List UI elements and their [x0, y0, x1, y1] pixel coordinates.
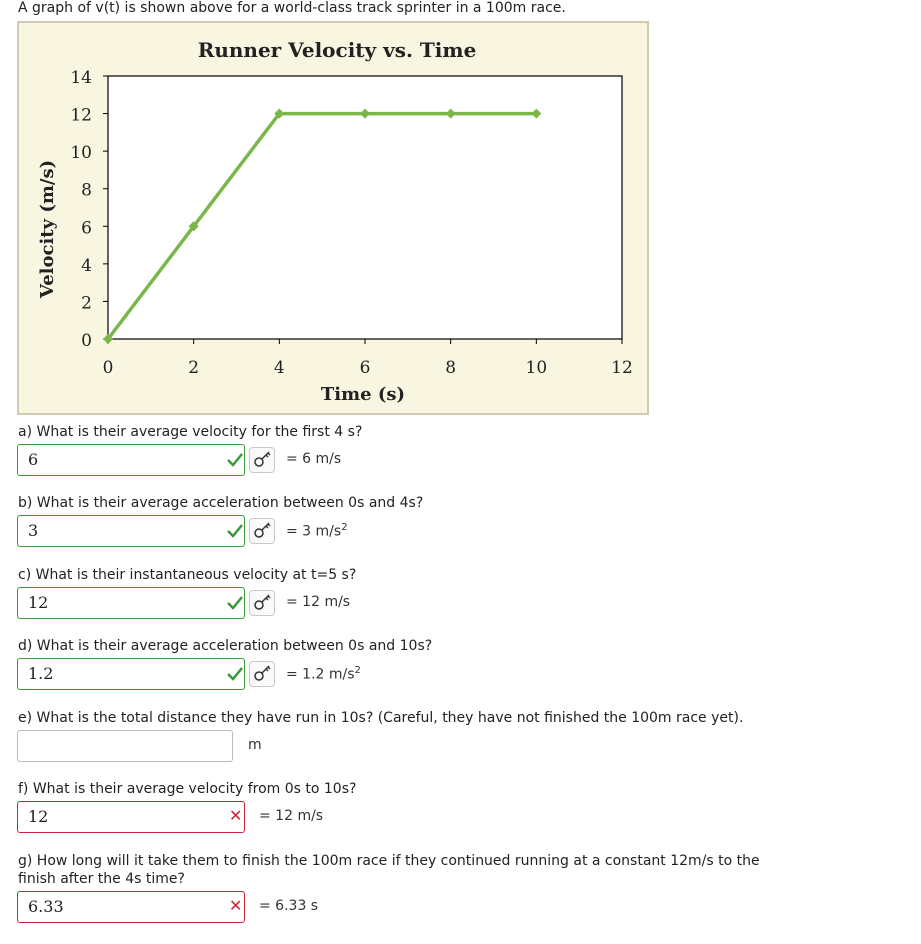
x-tick-label: 6 [359, 358, 371, 378]
y-tick-label: 6 [81, 218, 92, 239]
answer-c-input[interactable]: 12 [17, 587, 245, 619]
x-tick-label: 0 [102, 358, 114, 378]
question-d-prompt: d) What is their average acceleration between 0s and 10s? [18, 638, 433, 654]
answer-d-input[interactable]: 1.2 [17, 658, 245, 690]
answer-g-text: = 6.33 s [259, 898, 319, 914]
x-tick-label: 12 [611, 358, 633, 378]
answer-f-input[interactable]: 12 [17, 801, 245, 833]
chart-x-axis-label: Time (s) [320, 384, 406, 405]
key-icon [250, 662, 274, 686]
key-button-d[interactable] [249, 661, 275, 687]
y-tick-label: 4 [81, 255, 92, 276]
x-tick-label: 10 [525, 358, 548, 378]
y-tick-label: 8 [81, 180, 92, 201]
y-tick-label: 2 [81, 293, 92, 314]
intro-text: A graph of v(t) is shown above for a world-class track sprinter in a 100m race. [18, 0, 566, 16]
answer-e-input[interactable] [17, 730, 233, 762]
question-a-prompt: a) What is their average velocity for the first 4 s? [18, 424, 363, 440]
chart-title: Runner Velocity vs. Time [197, 38, 477, 62]
check-icon [226, 451, 244, 469]
answer-a-text: = 6 m/s [286, 451, 342, 467]
velocity-chart [17, 21, 649, 415]
check-icon [226, 665, 244, 683]
answer-c-text: = 12 m/s [286, 594, 351, 610]
answer-g-input[interactable]: 6.33 [17, 891, 245, 923]
y-tick-label: 0 [81, 331, 92, 351]
question-e-prompt: e) What is the total distance they have run in 10s? (Careful, they have not finished the 100m race yet). [18, 710, 744, 726]
x-tick-label: 2 [188, 358, 200, 378]
question-c-prompt: c) What is their instantaneous velocity at t=5 s? [18, 567, 357, 583]
key-icon [250, 591, 274, 615]
x-icon: ✕ [229, 806, 243, 825]
key-button-a[interactable] [249, 447, 275, 473]
key-button-b[interactable] [249, 518, 275, 544]
key-icon [250, 448, 274, 472]
x-tick-label: 8 [445, 358, 457, 378]
answer-e-unit: m [248, 737, 262, 753]
check-icon [226, 522, 244, 540]
question-g-prompt-line2: finish after the 4s time? [18, 871, 185, 887]
chart-svg [19, 23, 647, 413]
x-tick-label: 4 [273, 358, 285, 378]
y-tick-label: 10 [70, 143, 92, 164]
question-g-prompt-line1: g) How long will it take them to finish the 100m race if they continued running at a constant 12m/s to the [18, 853, 760, 869]
key-button-c[interactable] [249, 590, 275, 616]
y-tick-label: 14 [70, 68, 92, 88]
x-icon: ✕ [229, 896, 243, 915]
answer-d-text: = 1.2 $m/s^2$ [286, 665, 361, 683]
answer-b-input[interactable]: 3 [17, 515, 245, 547]
answer-a-input[interactable]: 6 [17, 444, 245, 476]
answer-b-text: = 3 $m/s^2$ [286, 522, 348, 540]
y-tick-label: 12 [70, 105, 92, 126]
check-icon [226, 594, 244, 612]
key-icon [250, 519, 274, 543]
chart-y-axis-label: Velocity (m/s) [37, 159, 58, 299]
question-f-prompt: f) What is their average velocity from 0s to 10s? [18, 781, 357, 797]
question-b-prompt: b) What is their average acceleration between 0s and 4s? [18, 495, 424, 511]
answer-f-text: = 12 m/s [259, 808, 324, 824]
